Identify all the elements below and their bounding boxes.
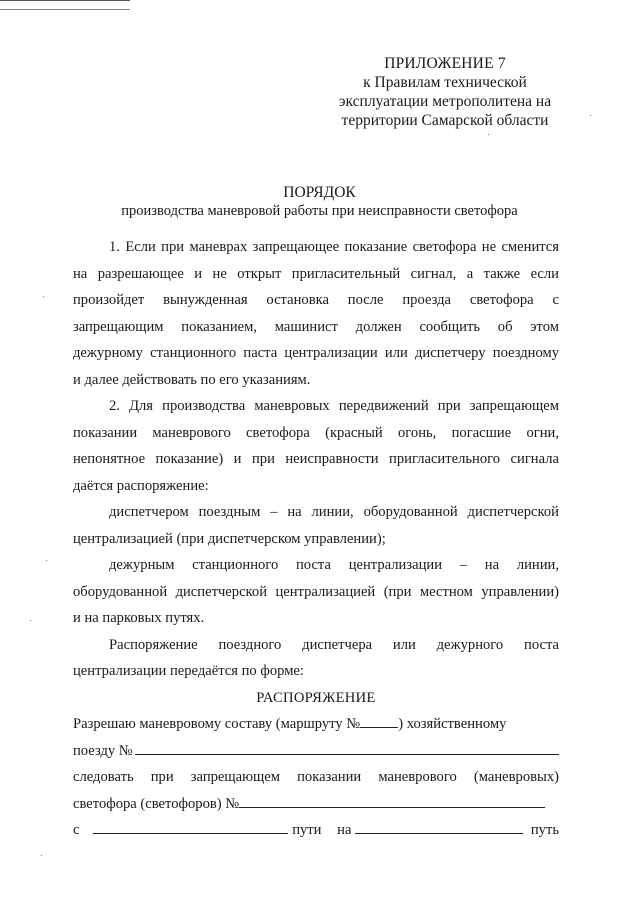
paragraph-line: непонятное показание) и при неисправности пригласительного сигнала xyxy=(73,451,559,467)
paragraph-line: Распоряжение поездного диспетчера или дежурного поста xyxy=(109,636,559,653)
paragraph-line: 1. Если при маневрах запрещающее показание светофора не сменится xyxy=(109,239,559,255)
scan-speck xyxy=(488,134,489,135)
paragraph-line: на разрешающее и не открыт пригласительный сигнал, а также если xyxy=(73,265,559,282)
form-text: путь xyxy=(530,822,559,838)
form-text: Разрешаю маневровому составу (маршруту № xyxy=(73,716,361,732)
scan-speck xyxy=(41,855,42,856)
train-number-blank xyxy=(135,740,559,755)
scan-speck xyxy=(30,620,31,621)
form-line xyxy=(73,791,559,818)
from-track-blank xyxy=(93,819,288,834)
to-track-blank xyxy=(355,819,522,834)
paragraph-line: 2. Для производства маневровых передвижений при запрещающем xyxy=(109,398,559,414)
paragraph-line: и далее действовать по его указаниям. xyxy=(73,371,311,388)
paragraph-line: произойдет вынужденная остановка после проезда светофора с xyxy=(73,292,559,308)
form-line xyxy=(73,711,559,738)
paragraph-line: запрещающим показанием, машинист должен сообщить об этом xyxy=(73,318,559,335)
scan-border-line xyxy=(0,9,130,10)
document-title: ПОРЯДОК xyxy=(283,184,356,201)
form-line xyxy=(73,738,559,765)
paragraph-line: даётся распоряжение: xyxy=(73,477,209,494)
document-subtitle: производства маневровой работы при неисправности светофора xyxy=(121,203,518,219)
scan-speck xyxy=(590,115,591,116)
paragraph-line: оборудованной диспетчерской централизацией (при местном управлении) xyxy=(73,583,559,600)
paragraph-line: показании маневрового светофора (красный огонь, погасшие огни, xyxy=(73,424,559,441)
appendix-line: эксплуатации метрополитена на xyxy=(338,93,552,110)
form-text: поезду № xyxy=(73,742,133,759)
form-line xyxy=(73,817,559,844)
document-body xyxy=(73,234,559,844)
form-text: ) хозяйственному xyxy=(398,716,507,732)
paragraph-line: диспетчером поездным – на линии, оборудованной диспетчерской xyxy=(109,504,559,520)
appendix-number: ПРИЛОЖЕНИЕ 7 xyxy=(384,55,506,72)
signal-number-blank xyxy=(239,793,545,808)
paragraph-line: дежурным станционного поста централизации – на линии, xyxy=(109,557,559,573)
paragraph-line: дежурному станционного паста централизации или диспетчеру поездному xyxy=(73,345,559,361)
form-heading: РАСПОРЯЖЕНИЕ xyxy=(256,689,376,706)
form-text: пути на xyxy=(292,822,352,838)
appendix-line: к Правилам технической xyxy=(363,74,527,91)
route-number-blank xyxy=(360,713,398,728)
scan-speck xyxy=(46,560,47,561)
appendix-header xyxy=(325,54,565,130)
paragraph-line: централизации передаётся по форме: xyxy=(73,663,304,679)
scan-speck xyxy=(43,296,44,297)
form-text: с xyxy=(73,822,80,838)
appendix-line: территории Самарской области xyxy=(341,112,549,129)
paragraph-line: и на парковых путях. xyxy=(73,610,205,626)
form-text: светофора (светофоров) № xyxy=(73,795,240,812)
form-text: следовать при запрещающем показании маневрового (маневровых) xyxy=(73,769,559,785)
scan-border-line xyxy=(0,0,130,1)
paragraph-line: централизацией (при диспетчерском управлении); xyxy=(73,530,386,547)
